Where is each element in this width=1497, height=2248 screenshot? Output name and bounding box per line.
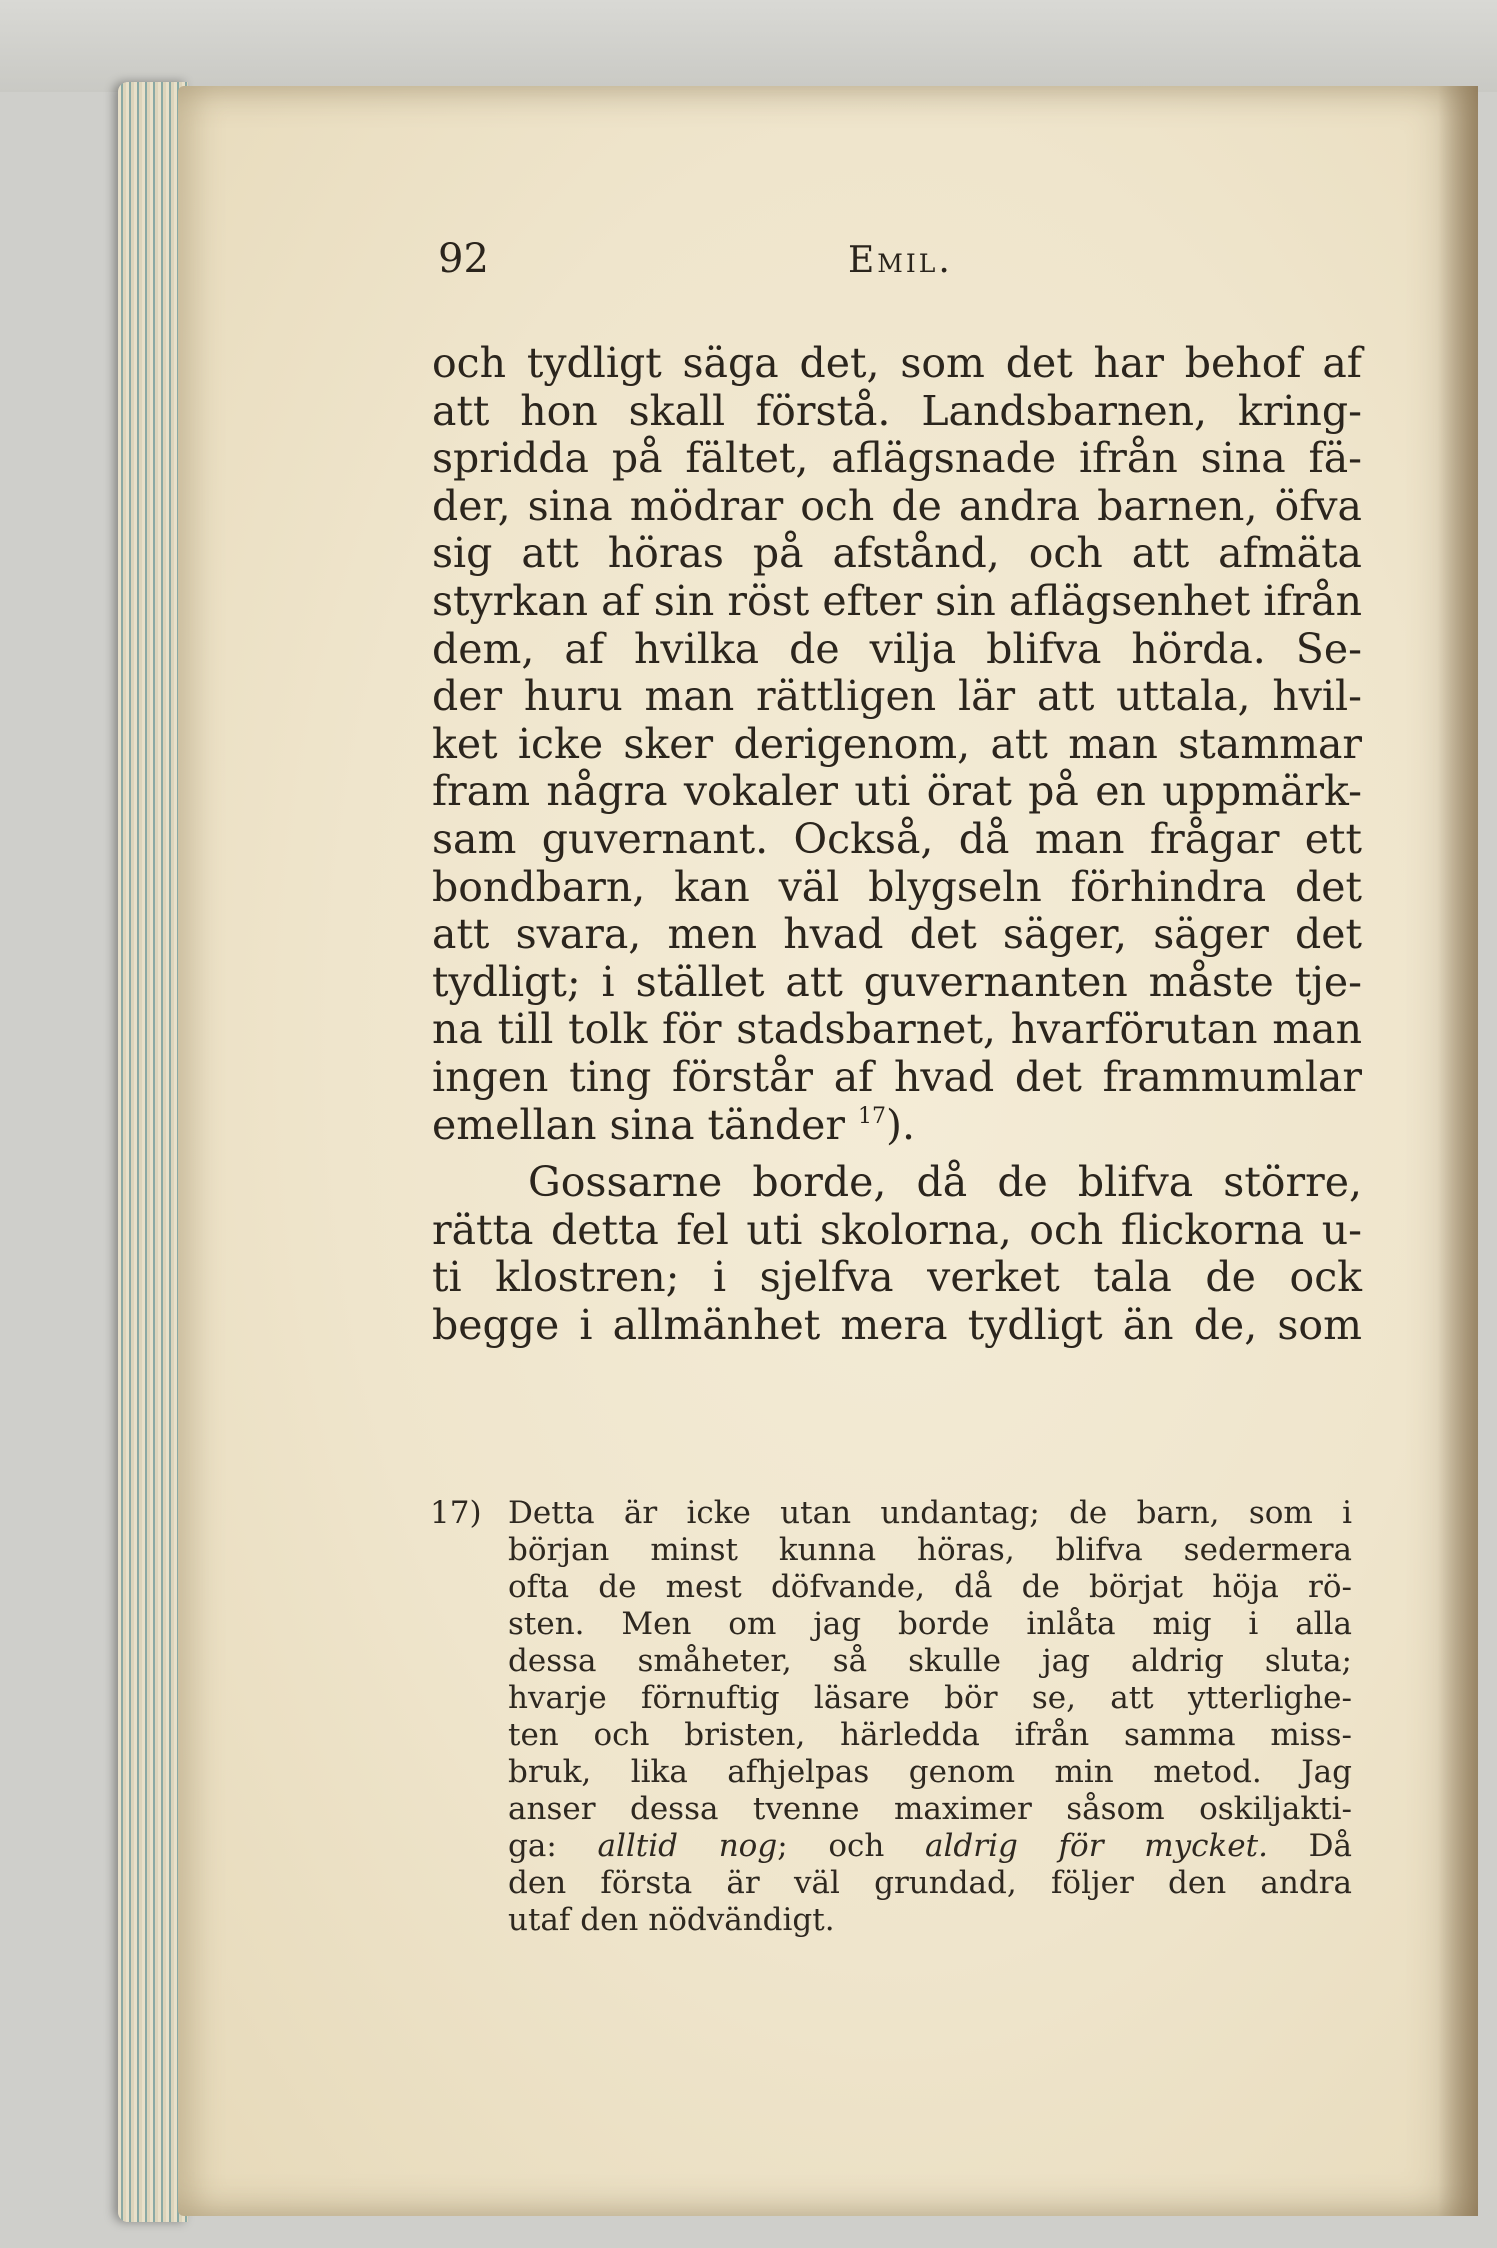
footnote-reference-close: ). [886,1100,916,1149]
text-line-content: emellan sina tänder [432,1100,845,1149]
footnote-line: ten och bristen, härledda ifrån samma miss- [508,1717,1352,1753]
footnote-line-mixed [508,1828,1352,1865]
footnote-text: ga: [508,1828,557,1864]
text-line: sam guvernant. Också, då man frågar ett [432,814,1362,863]
footnote-italic-text: aldrig för mycket. [925,1828,1268,1864]
footnote-line: början minst kunna höras, blifva sedermera [508,1532,1352,1568]
text-line: spridda på fältet, aflägsnade ifrån sina fä- [432,434,1362,483]
text-line: ket icke sker derigenom, att man stammar [432,719,1362,768]
footnote-line: hvarje förnuftig läsare bör se, att ytterlighe- [508,1680,1352,1716]
text-line-last [432,1102,1362,1150]
text-line: dem, af hvilka de vilja blifva hörda. Se- [432,624,1362,673]
footnote-reference: 17 [858,1103,887,1129]
footnote-line: anser dessa tvenne maximer såsom oskiljakti- [508,1791,1352,1827]
text-line: na till tolk för stadsbarnet, hvarförutan man [432,1005,1362,1054]
text-line: begge i allmänhet mera tydligt än de, som [432,1300,1362,1349]
book-spine-shadow [1438,86,1478,2216]
page-number: 92 [438,236,489,282]
page-header [438,236,1358,296]
footnote-line: den första är väl grundad, följer den andra [508,1865,1352,1901]
text-line: der huru man rättligen lär att uttala, hvil- [432,672,1362,721]
text-line: ingen ting förstår af hvad det frammumlar [432,1052,1362,1101]
text-line: Gossarne borde, då de blifva större, [528,1158,1362,1207]
footnote-marker: 17) [430,1495,482,1531]
text-line: att svara, men hvad det säger, säger det [432,910,1362,959]
text-line: fram några vokaler uti örat på en uppmärk- [432,767,1362,816]
footnote-line: dessa småheter, så skulle jag aldrig sluta; [508,1643,1352,1679]
text-line: att hon skall förstå. Landsbarnen, kring- [432,386,1362,435]
text-line: tydligt; i stället att guvernanten måste tje- [432,957,1362,1006]
footnote-line: bruk, lika afhjelpas genom min metod. Jag [508,1754,1352,1790]
text-line: sig att höras på afstånd, och att afmäta [432,529,1362,578]
footnote-text: ; och [777,1828,885,1864]
footnote-line: ofta de mest döfvande, då de börjat höja rö- [508,1569,1352,1605]
text-line: der, sina mödrar och de andra barnen, öfva [432,481,1362,530]
body-text [432,340,1362,1349]
footnote-text: Då [1308,1828,1352,1864]
running-title: Emil. [848,240,953,281]
footnote-line-last: utaf den nödvändigt. [508,1902,835,1938]
footnote-line: sten. Men om jag borde inlåta mig i alla [508,1606,1352,1642]
text-line: rätta detta fel uti skolorna, och flickorna u- [432,1205,1362,1254]
text-line: bondbarn, kan väl blygseln förhindra det [432,862,1362,911]
text-line: och tydligt säga det, som det har behof af [432,339,1362,387]
footnote-italic-text: alltid nog [597,1828,778,1864]
photo-background [0,0,1497,92]
text-line: ti klostren; i sjelfva verket tala de ock [432,1253,1362,1302]
footnote-line: Detta är icke utan undantag; de barn, som i [508,1495,1352,1531]
text-line: styrkan af sin röst efter sin aflägsenhet ifrån [432,576,1362,625]
footnote [432,1495,1352,1939]
